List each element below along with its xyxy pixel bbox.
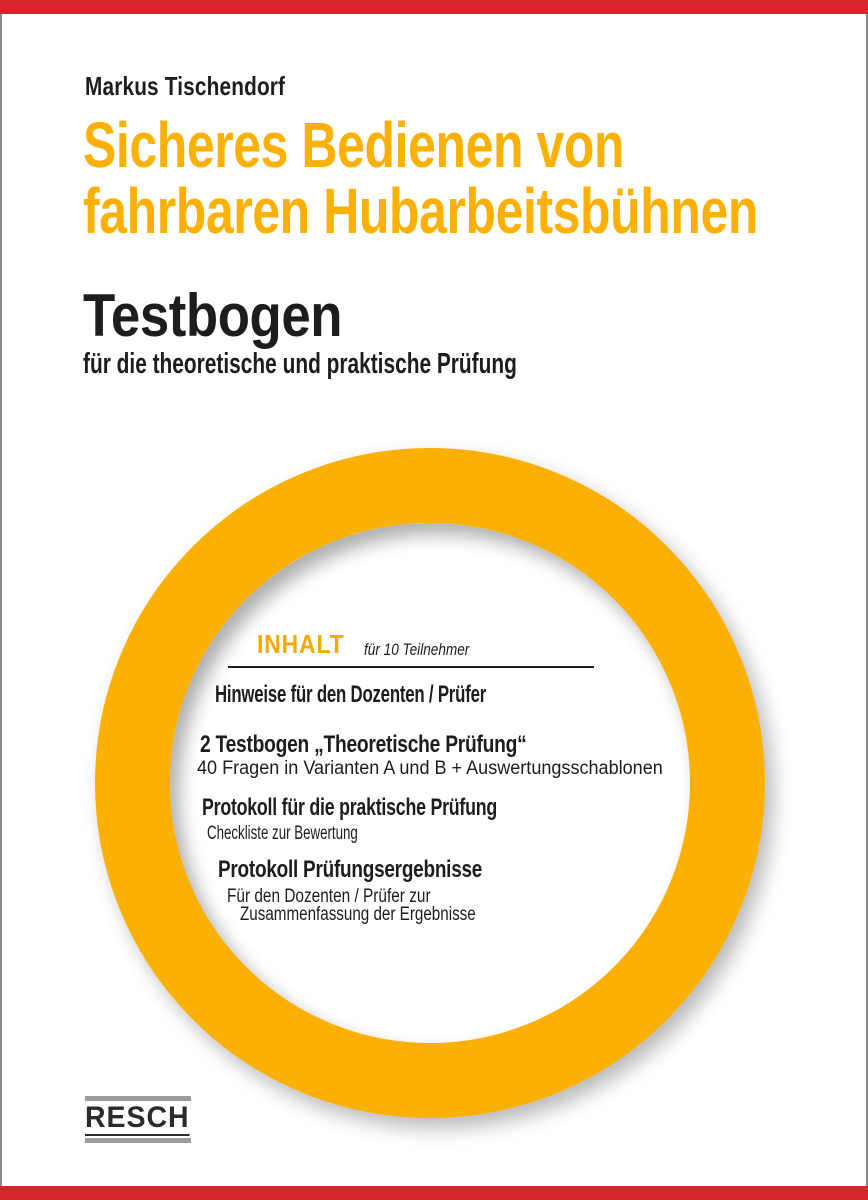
top-red-bar	[0, 0, 868, 14]
author-name: Markus Tischendorf	[85, 71, 286, 101]
yellow-ring	[95, 448, 765, 1118]
inhalt-divider	[228, 666, 594, 668]
inhalt-item-hinweise: Hinweise für den Dozenten / Prüfer	[215, 681, 487, 708]
inhalt-item-testbogen-sub: 40 Fragen in Varianten A und B + Auswertungsschablonen	[197, 758, 663, 779]
bottom-red-bar	[0, 1186, 868, 1200]
publisher-logo	[85, 1096, 191, 1143]
cover-heading: Testbogen	[83, 282, 343, 349]
inhalt-item-ergebnisse-sub1: Für den Dozenten / Prüfer zur	[227, 886, 431, 907]
inhalt-item-ergebnisse: Protokoll Prüfungsergebnisse	[218, 856, 483, 883]
publisher-logo-text: RESCH	[85, 1101, 190, 1134]
inhalt-item-ergebnisse-sub2: Zusammenfassung der Ergebnisse	[240, 904, 476, 925]
logo-bar-bottom	[85, 1138, 191, 1143]
cover-title-line1: Sicheres Bedienen von	[83, 109, 625, 181]
inhalt-item-protokoll-praktisch-sub: Checkliste zur Bewertung	[207, 823, 358, 844]
inhalt-note: für 10 Teilnehmer	[364, 640, 470, 659]
inhalt-label: INHALT	[257, 629, 345, 659]
cover-title-line2: fahrbaren Hubarbeitsbühnen	[83, 175, 758, 247]
inhalt-item-testbogen: 2 Testbogen „Theoretische Prüfung“	[200, 731, 527, 758]
inhalt-item-protokoll-praktisch: Protokoll für die praktische Prüfung	[202, 794, 497, 821]
cover-subheading: für die theoretische und praktische Prüfung	[83, 348, 517, 380]
